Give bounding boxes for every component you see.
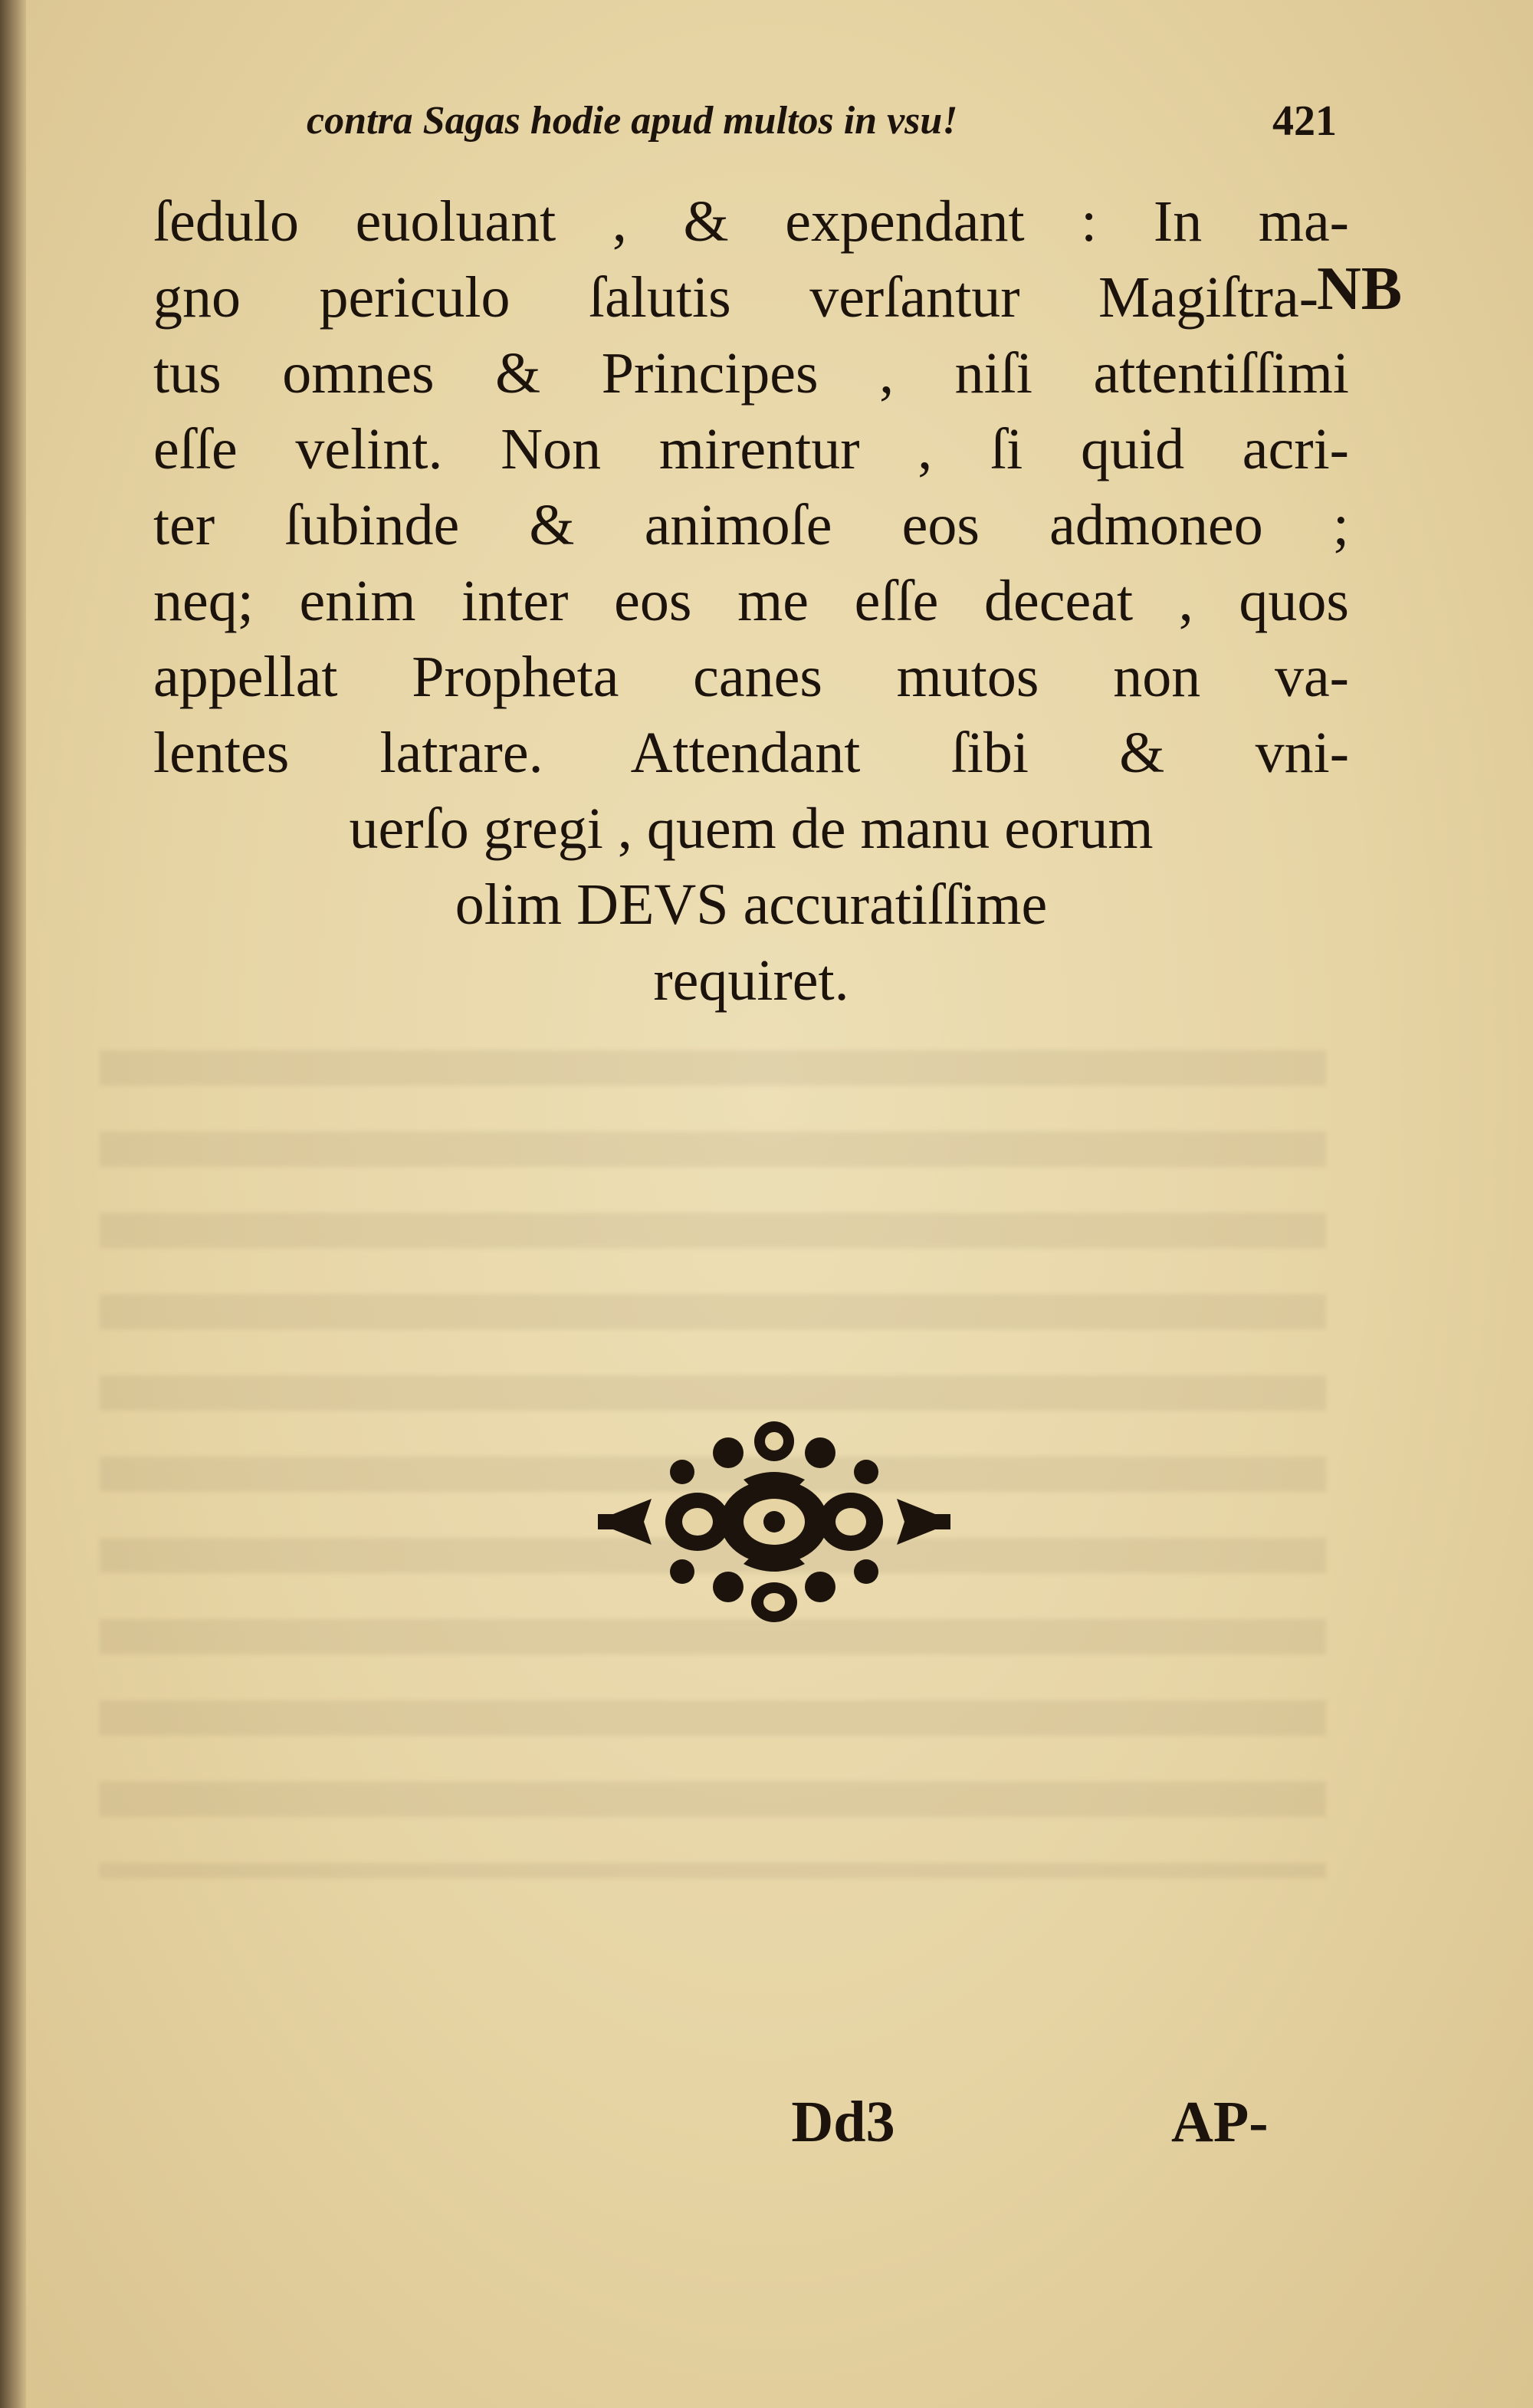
text-line: ſedulo euoluant , & expendant : In ma- [153,189,1349,254]
catchword: AP- [1171,2090,1269,2154]
fleuron-ornament-icon [583,1399,966,1644]
text-line: gno periculo ſalutis verſantur Magiſtra- [153,265,1318,330]
text-line: eſſe velint. Non mirentur , ſi quid acri- [153,417,1349,481]
text-line: ter ſubinde & animoſe eos admoneo ; [153,493,1349,557]
signature-mark: Dd3 [791,2090,895,2154]
text-line: tus omnes & Principes , niſi attentiſſimi [153,341,1349,406]
page-binding-edge [0,0,26,2408]
text-line: lentes latrare. Attendant ſibi & vni- [153,721,1349,785]
text-line: requiret. [653,948,849,1013]
body-text [153,184,1349,1019]
running-head-title: contra Sagas hodie apud multos in vsu! [307,99,958,143]
text-line: neq; enim inter eos me eſſe deceat , quos [153,569,1349,633]
text-line: uerſo gregi , quem de manu eorum [349,797,1154,861]
running-head [307,83,1380,159]
text-line: olim DEVS accuratiſſime [455,872,1048,937]
text-line: appellat Propheta canes mutos non va- [153,645,1349,709]
page-number: 421 [1272,97,1337,145]
marginal-note: NB [1317,255,1403,323]
